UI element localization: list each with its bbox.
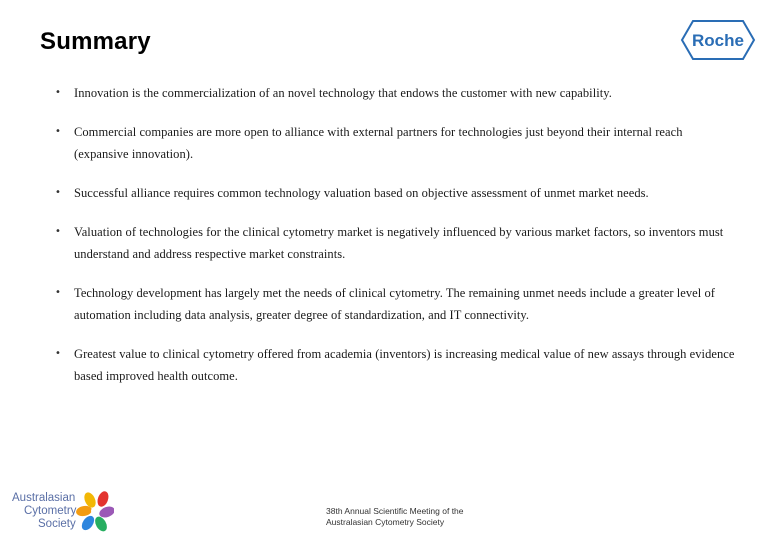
society-logo-text xyxy=(12,492,76,531)
bullet-text: Valuation of technologies for the clinical cytometry market is negatively influenced by various market factors, so inventors must understand and address respective market constraints. xyxy=(74,225,724,261)
bullet-text: Innovation is the commercialization of an novel technology that endows the customer with new capability. xyxy=(74,86,612,100)
society-line: Cytometry xyxy=(24,505,77,517)
bullet-item xyxy=(40,121,740,165)
society-flower-logo xyxy=(76,490,114,534)
meeting-line: Australasian Cytometry Society xyxy=(326,517,445,527)
bullet-item xyxy=(40,282,740,326)
bullet-text: Commercial companies are more open to alliance with external partners for technologies just beyond their internal reach (expansive innovation). xyxy=(74,125,683,161)
bullet-marker: • xyxy=(55,226,61,237)
bullet-marker: • xyxy=(55,287,61,298)
society-line: Australasian xyxy=(12,492,76,504)
bullet-marker: • xyxy=(55,348,61,359)
bullet-item xyxy=(40,82,740,104)
summary-bullet-list xyxy=(40,82,740,404)
society-line: Society xyxy=(38,518,76,530)
bullet-item xyxy=(40,182,740,204)
slide-title: Summary xyxy=(40,28,151,55)
meeting-line: 38th Annual Scientific Meeting of the xyxy=(326,506,464,516)
bullet-text: Technology development has largely met the needs of clinical cytometry. The remaining unmet needs include a greater level of automation including data analysis, greater degree of standardization, and IT connectivity. xyxy=(74,286,715,322)
bullet-item xyxy=(40,343,740,387)
roche-logo xyxy=(680,18,756,62)
bullet-marker: • xyxy=(55,87,61,98)
bullet-marker: • xyxy=(55,187,61,198)
bullet-item xyxy=(40,221,740,265)
bullet-text: Greatest value to clinical cytometry offered from academia (inventors) is increasing medical value of new assays through evidence based improved health outcome. xyxy=(74,347,735,383)
bullet-text: Successful alliance requires common technology valuation based on objective assessment of unmet market needs. xyxy=(74,186,649,200)
bullet-marker: • xyxy=(55,126,61,137)
roche-logo-text: Roche xyxy=(692,31,744,50)
meeting-caption xyxy=(326,506,464,528)
